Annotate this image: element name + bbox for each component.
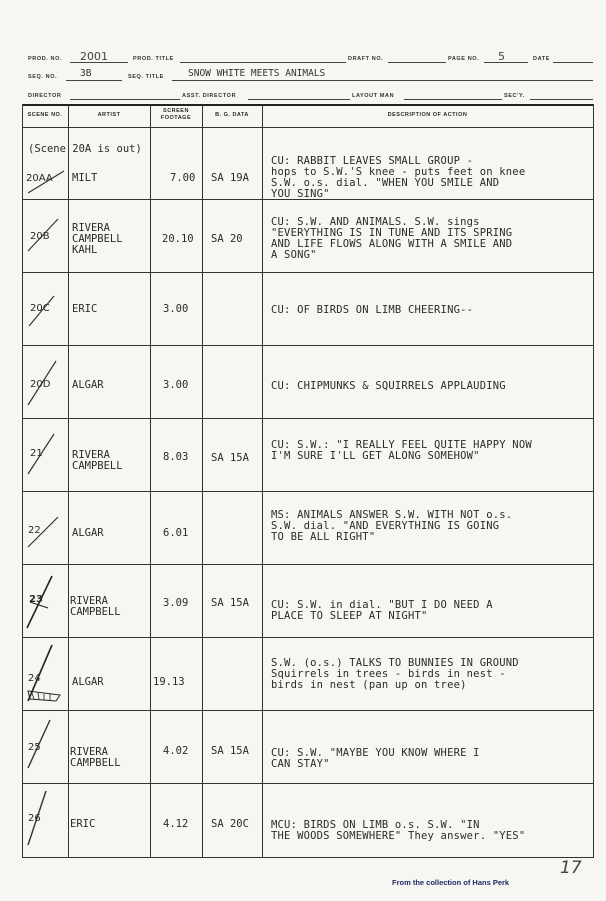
description-cell: CU: CHIPMUNKS & SQUIRRELS APPLAUDING bbox=[271, 380, 506, 392]
col-scene-no: SCENE NO. bbox=[27, 111, 63, 118]
artist-cell: ERIC bbox=[70, 818, 96, 830]
artist-cell: RIVERA CAMPBELL KAHL bbox=[72, 222, 123, 256]
bg-cell: SA 15A bbox=[211, 745, 249, 757]
seq-no-label: SEQ. NO. bbox=[28, 74, 58, 80]
col-bg-data: B. G. DATA bbox=[215, 111, 249, 118]
artist-cell: ALGAR bbox=[72, 676, 104, 688]
seq-title-label: SEQ. TITLE bbox=[128, 74, 164, 80]
artist-cell: MILT bbox=[72, 172, 98, 184]
table-row bbox=[22, 783, 594, 857]
table-row bbox=[22, 127, 594, 199]
table-row bbox=[22, 418, 594, 491]
col-description: DESCRIPTION OF ACTION bbox=[387, 111, 468, 118]
scene-number: 25 bbox=[28, 742, 41, 753]
scene-number: 22 bbox=[28, 525, 41, 536]
artist-cell: ALGAR bbox=[72, 379, 104, 391]
table-row bbox=[22, 491, 594, 564]
date-label: DATE bbox=[533, 56, 550, 62]
artist-cell: RIVERA CAMPBELL bbox=[70, 595, 121, 618]
bg-cell: SA 20C bbox=[211, 818, 249, 830]
footage-cell: 3.09 bbox=[163, 597, 189, 609]
page-no-label: PAGE NO. bbox=[448, 56, 480, 62]
table-row bbox=[22, 272, 594, 345]
scene-number: 20D bbox=[30, 379, 51, 390]
page-no-value: 5 bbox=[498, 50, 505, 63]
description-cell: CU: S.W. "MAYBE YOU KNOW WHERE I CAN STAY" bbox=[271, 747, 480, 770]
col-artist: ARTIST bbox=[97, 111, 121, 118]
footage-cell: 3.00 bbox=[163, 303, 189, 315]
bg-cell: SA 20 bbox=[211, 233, 243, 245]
description-cell: CU: S.W.: "I REALLY FEEL QUITE HAPPY NOW I'M SURE I'LL GET ALONG SOMEHOW" bbox=[271, 439, 532, 462]
footage-cell: 20.10 bbox=[162, 233, 194, 245]
seq-no-value: 3B bbox=[80, 68, 92, 79]
table-row bbox=[22, 564, 594, 637]
scene-number: 20B bbox=[30, 231, 50, 242]
scene-out-note: (Scene 20A is out) bbox=[28, 143, 142, 155]
director-label: DIRECTOR bbox=[28, 93, 62, 99]
description-cell: CU: S.W. in dial. "BUT I DO NEED A PLACE TO SLEEP AT NIGHT" bbox=[271, 599, 493, 622]
description-cell: CU: RABBIT LEAVES SMALL GROUP - hops to S.W.'S knee - puts feet on knee S.W. o.s. dial. "WHEN YOU SMILE AND YOU SING" bbox=[271, 155, 526, 200]
page-mark: 17 bbox=[560, 858, 582, 878]
secty-label: SEC'Y. bbox=[504, 93, 525, 99]
description-cell: S.W. (o.s.) TALKS TO BUNNIES IN GROUND Squirrels in trees - birds in nest - birds in nest (pan up on tree) bbox=[271, 657, 519, 691]
prod-no-label: PROD. NO. bbox=[28, 56, 63, 62]
description-cell: MCU: BIRDS ON LIMB o.s. S.W. "IN THE WOODS SOMEWHERE" They answer. "YES" bbox=[271, 819, 526, 842]
bg-cell: SA 19A bbox=[211, 172, 249, 184]
scene-number: 20AA bbox=[26, 173, 53, 184]
artist-cell: RIVERA CAMPBELL bbox=[72, 449, 123, 472]
table-row bbox=[22, 199, 594, 272]
description-cell: MS: ANIMALS ANSWER S.W. WITH NOT o.s. S.W. dial. "AND EVERYTHING IS GOING TO BE ALL RIGHT" bbox=[271, 509, 513, 543]
footage-cell: 19.13 bbox=[153, 676, 185, 688]
seq-title-value: SNOW WHITE MEETS ANIMALS bbox=[188, 68, 326, 79]
layout-man-label: LAYOUT MAN bbox=[352, 93, 395, 99]
scene-number: 26 bbox=[28, 813, 41, 824]
footage-cell: 3.00 bbox=[163, 379, 189, 391]
bg-cell: SA 15A bbox=[211, 452, 249, 464]
scene-number: 23 bbox=[29, 594, 43, 605]
scene-number: 21 bbox=[30, 448, 43, 459]
artist-cell: ALGAR bbox=[72, 527, 104, 539]
bg-cell: SA 15A bbox=[211, 597, 249, 609]
description-cell: CU: OF BIRDS ON LIMB CHEERING-- bbox=[271, 304, 474, 316]
table-row bbox=[22, 345, 594, 418]
footage-cell: 6.01 bbox=[163, 527, 189, 539]
collection-credit: From the collection of Hans Perk bbox=[392, 878, 510, 887]
prod-no-value: 2001 bbox=[80, 50, 108, 63]
footage-cell: 7.00 bbox=[170, 172, 196, 184]
description-cell: CU: S.W. AND ANIMALS. S.W. sings "EVERYTHING IS IN TUNE AND ITS SPRING AND LIFE FLOWS ALONG WITH A SMILE AND A SONG" bbox=[271, 216, 513, 261]
col-screen-footage: SCREEN FOOTAGE bbox=[160, 108, 192, 121]
footage-cell: 4.02 bbox=[163, 745, 189, 757]
footage-cell: 8.03 bbox=[163, 451, 189, 463]
table-row bbox=[22, 710, 594, 783]
footage-cell: 4.12 bbox=[163, 818, 189, 830]
asst-director-label: ASST. DIRECTOR bbox=[182, 93, 237, 99]
scene-number: 24 bbox=[28, 673, 41, 684]
artist-cell: ERIC bbox=[72, 303, 98, 315]
artist-cell: RIVERA CAMPBELL bbox=[70, 746, 121, 769]
draft-no-label: DRAFT NO. bbox=[348, 56, 384, 62]
scene-number: 20C bbox=[30, 303, 50, 314]
table-row bbox=[22, 637, 594, 710]
prod-title-label: PROD. TITLE bbox=[133, 56, 174, 62]
scene-sheet-table bbox=[22, 104, 594, 858]
